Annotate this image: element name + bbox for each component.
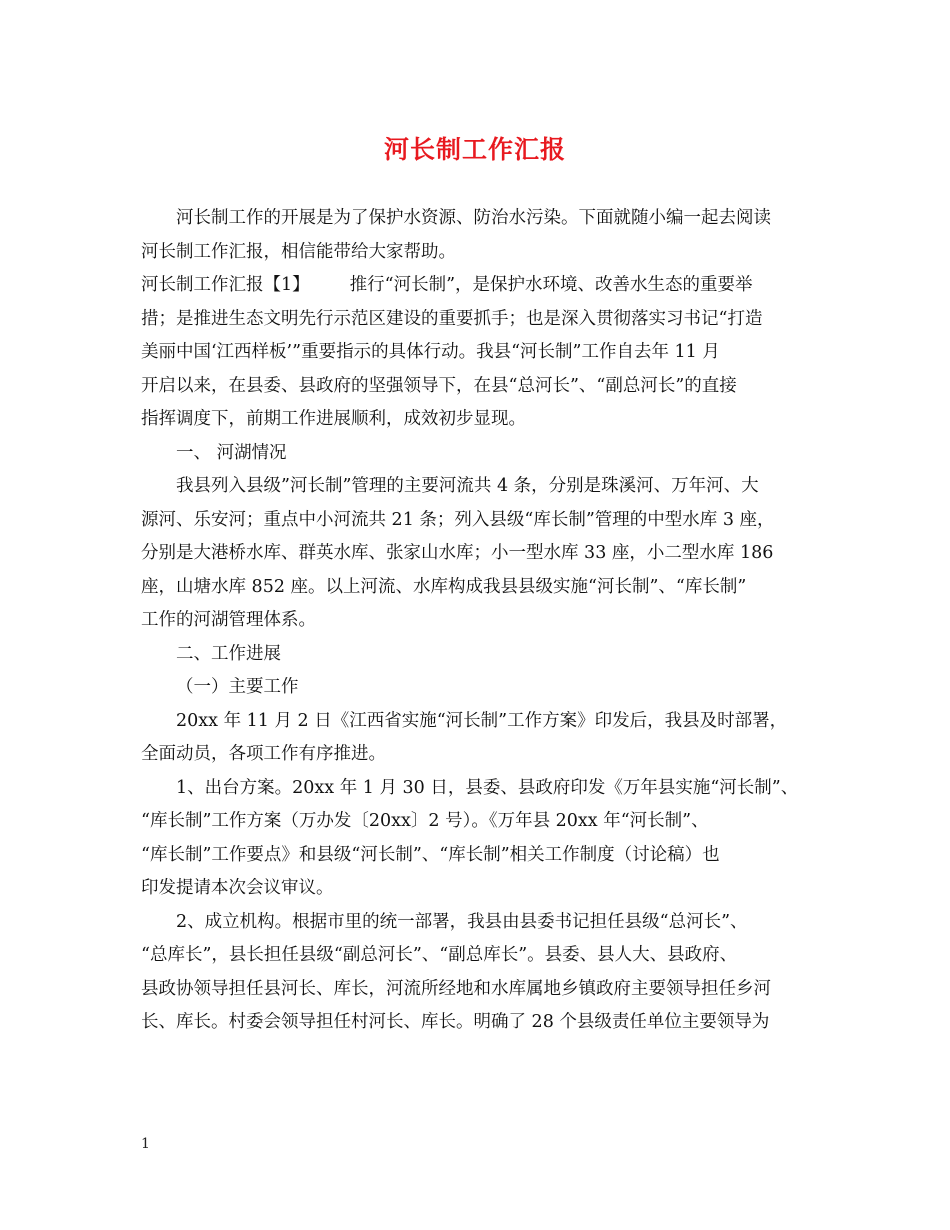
paragraph-line: 县政协领导担任县河长、库长，河流所经地和水库属地乡镇政府主要领导担任乡河	[141, 978, 771, 999]
paragraph-line: 开启以来，在县委、县政府的坚强领导下，在县“总河长”、“副总河长”的直接	[141, 375, 737, 396]
paragraph-line: 20xx 年 11 月 2 日《江西省实施“河长制”工作方案》印发后，我县及时部署，	[176, 710, 788, 731]
paragraph-line: 工作的河湖管理体系。	[141, 610, 316, 630]
paragraph-text: 推行“河长制”，是保护水环境、改善水生态的重要举	[349, 275, 753, 295]
paragraph-line: 印发提请本次会议审议。	[141, 878, 334, 898]
paragraph-line: “总库长”，县长担任县级“副总河长”、“副总库长”。县委、县人大、县政府、	[141, 945, 738, 965]
paragraph-line: 河长制工作汇报，相信能带给大家帮助。	[141, 241, 456, 262]
paragraph-line: 2、成立机构。根据市里的统一部署，我县由县委书记担任县级“总河长”、	[176, 911, 748, 932]
paragraph-line: 座，山塘水库 852 座。以上河流、水库构成我县县级实施“河长制”、“库长制”	[141, 576, 747, 597]
subsection-heading: （一）主要工作	[176, 677, 299, 697]
paragraph-line: 分别是大港桥水库、群英水库、张家山水库；小一型水库 33 座，小二型水库 186	[141, 543, 774, 563]
paragraph-line: 措；是推进生态文明先行示范区建设的重要抓手；也是深入贯彻落实习书记“打造	[141, 308, 763, 329]
paragraph-line: “库长制”工作要点》和县级“河长制”、“库长制”相关工作制度（讨论稿）也	[141, 844, 720, 865]
document-title: 河长制工作汇报	[383, 135, 566, 164]
section-heading: 河长制工作汇报【1】	[141, 275, 310, 295]
paragraph-line: 1、出台方案。20xx 年 1 月 30 日，县委、县政府印发《万年县实施“河长制”、	[176, 777, 799, 798]
page-number: 1	[141, 1136, 150, 1152]
paragraph-line: 河长制工作的开展是为了保护水资源、防治水污染。下面就随小编一起去阅读	[176, 208, 771, 228]
section-heading: 二、工作进展	[176, 643, 281, 664]
paragraph-line: 美丽中国‘江西样板’”重要指示的具体行动。我县“河长制”工作自去年 11 月	[141, 342, 720, 362]
paragraph-line: 指挥调度下，前期工作进展顺利，成效初步显现。	[141, 409, 526, 429]
paragraph-line: 全面动员，各项工作有序推进。	[141, 744, 386, 764]
paragraph-line: 我县列入县级”河长制”管理的主要河流共 4 条，分别是珠溪河、万年河、大	[176, 476, 759, 496]
paragraph-line: 源河、乐安河；重点中小河流共 21 条；列入县级“库长制”管理的中型水库 3 座，	[141, 509, 775, 530]
paragraph-line: 长、库长。村委会领导担任村河长、库长。明确了 28 个县级责任单位主要领导为	[141, 1012, 770, 1032]
section-heading: 一、 河湖情况	[176, 442, 287, 463]
section-heading-line	[141, 269, 821, 303]
paragraph-line: “库长制”工作方案（万办发〔20xx〕2 号）。《万年县 20xx 年“河长制”、	[141, 811, 709, 831]
document-body	[141, 202, 821, 1040]
